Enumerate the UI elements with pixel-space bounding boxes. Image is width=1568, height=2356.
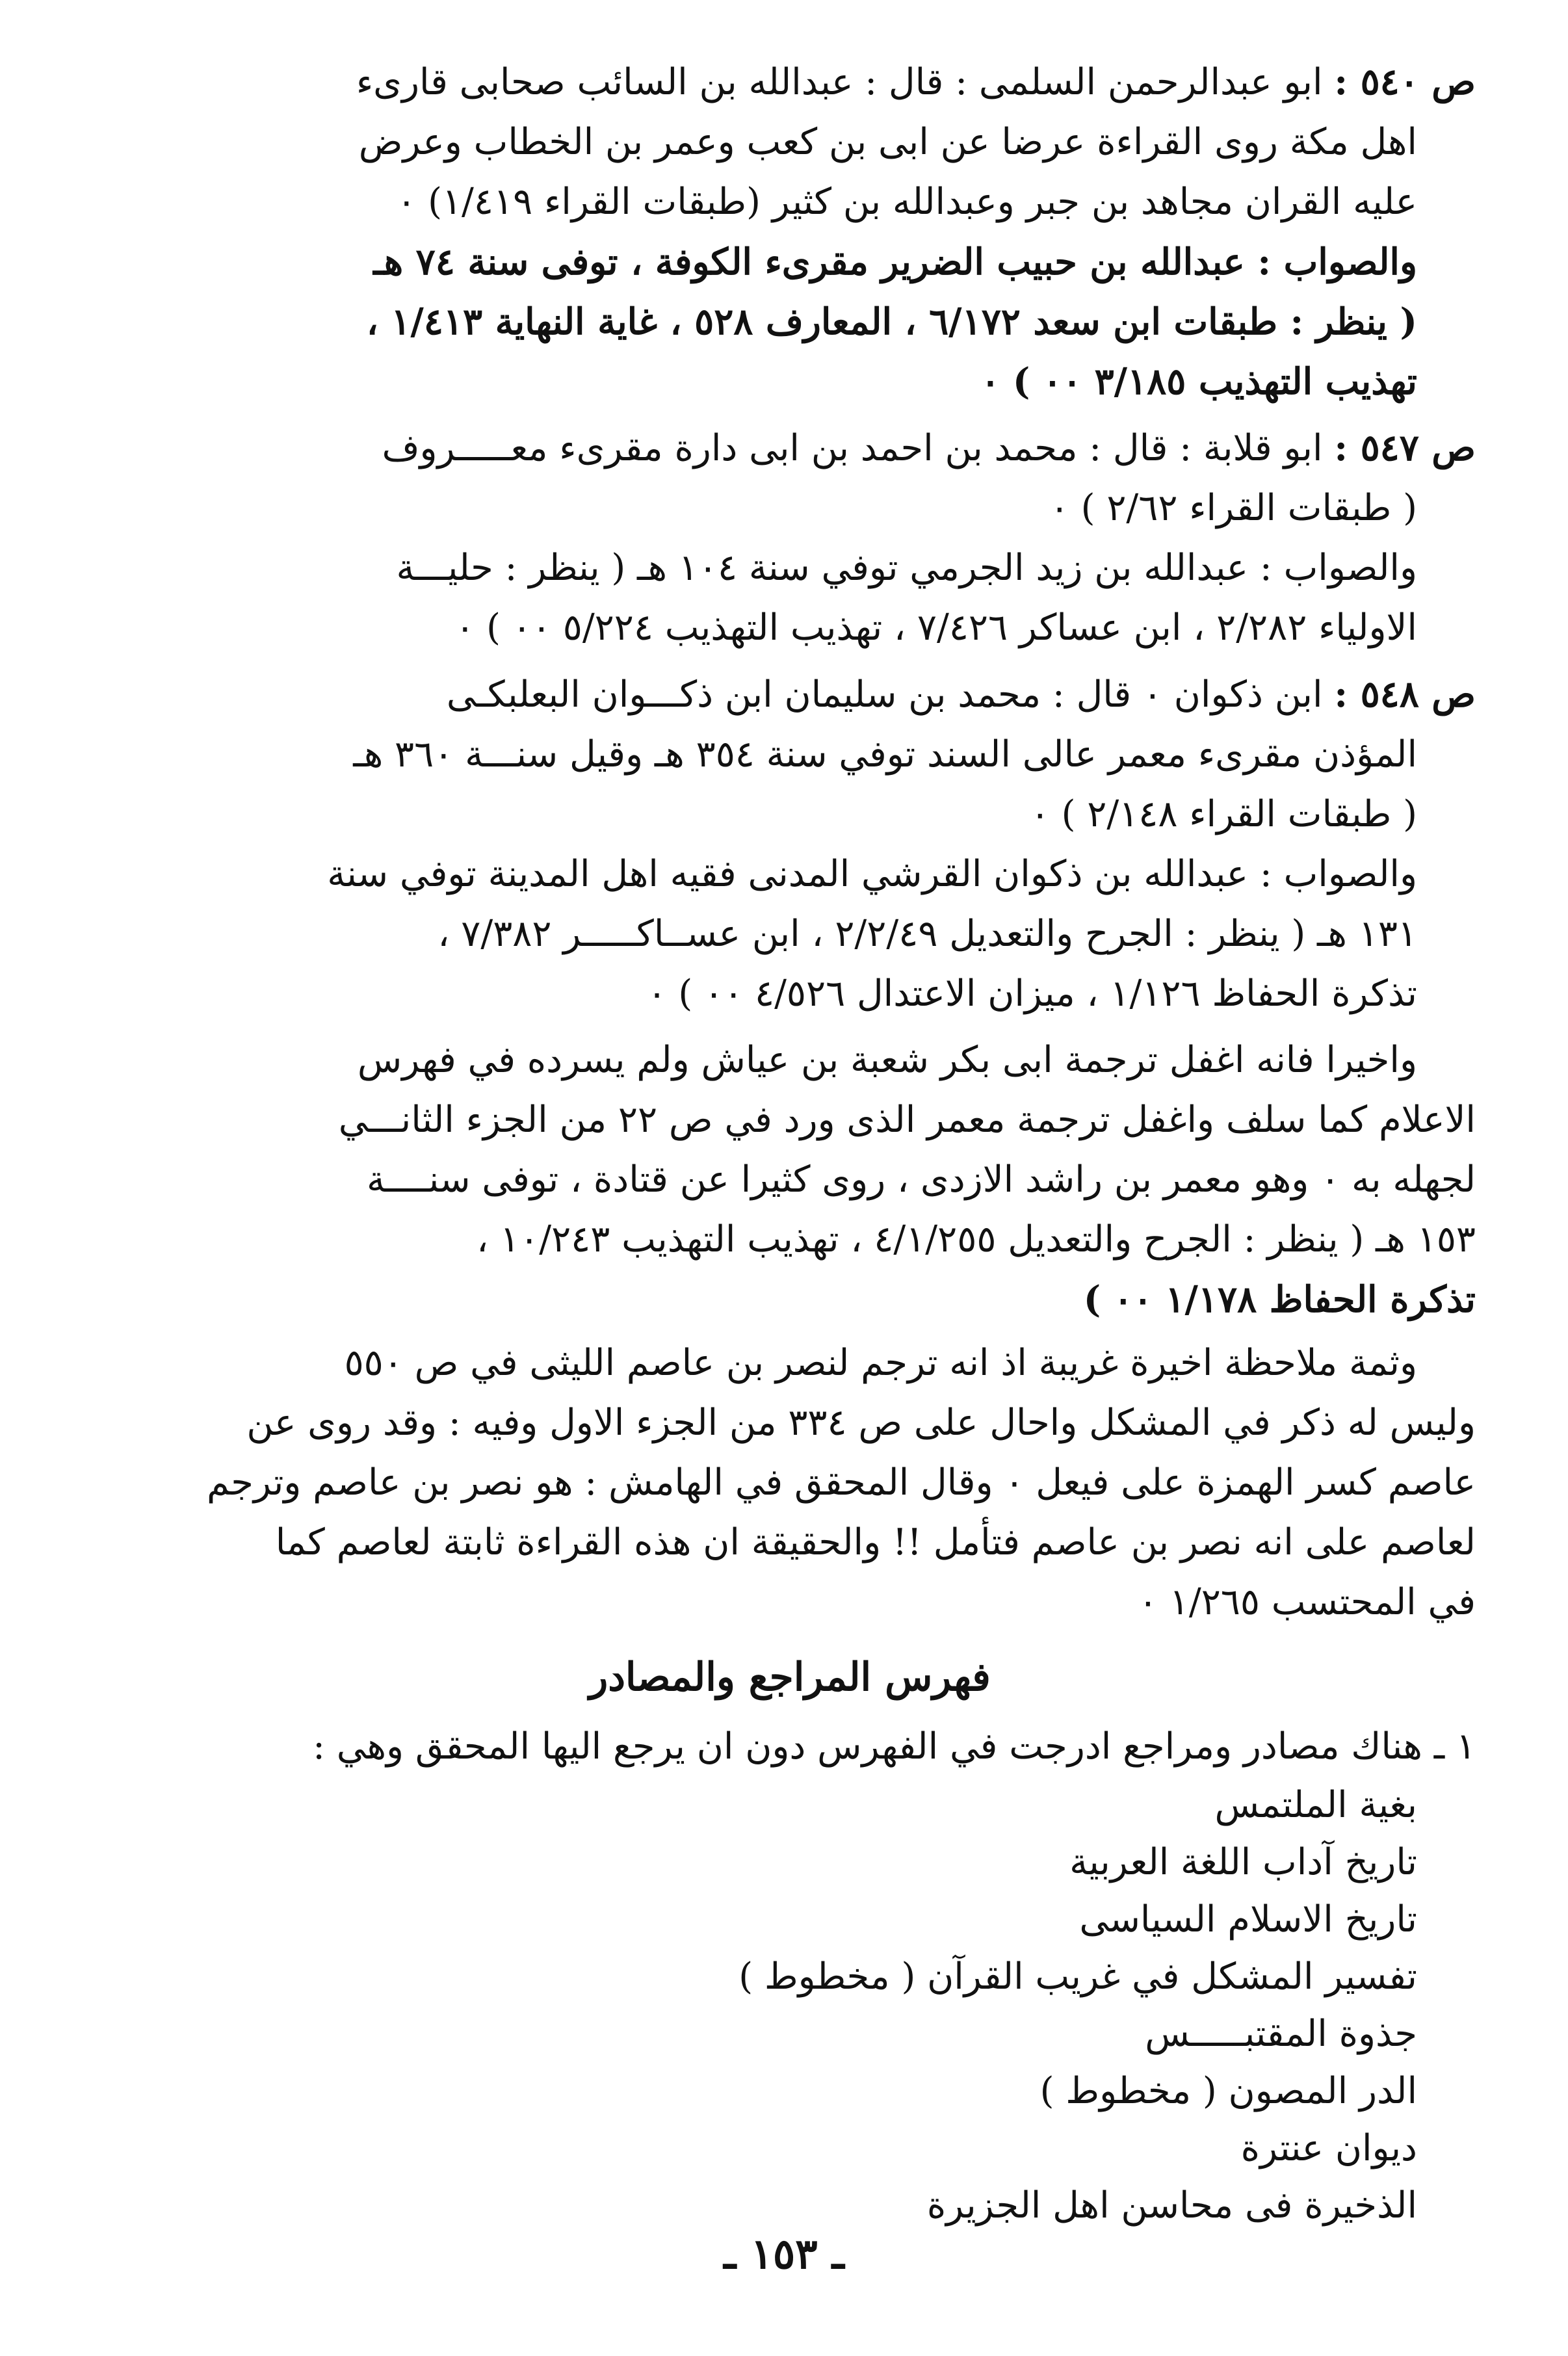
section-title: فهرس المراجع والمصادر [589,1655,991,1700]
entry-line: تهذيب التهذيب ٣/١٨٥ ٠٠ ) ٠ [980,360,1417,403]
entry-540 [104,52,1476,412]
section-intro: ١ ـ هناك مصادر ومراجع ادرجت في الفهرس دون ان يرجع اليها المحقق وهي : [313,1725,1476,1768]
entry-548 [104,664,1476,1024]
entry-heading-text: ابو عبدالرحمن السلمى : قال : عبدالله بن السائب صحابى قارىء [356,61,1323,103]
paragraph-line: وليس له ذكر في المشكل واحال على ص ٣٣٤ من الجزء الاول وفيه : وقد روى عن [246,1402,1476,1444]
references-list [104,1777,1476,2234]
entry-line: والصواب : عبدالله بن زيد الجرمي توفي سنة ١٠٤ هـ ( ينظر : حليـــة [396,547,1417,589]
paragraph-line: ١٥٣ هـ ( ينظر : الجرح والتعديل ٤/١/٢٥٥ ، تهذيب التهذيب ١٠/٢٤٣ ، [477,1218,1476,1261]
entry-reference: ص ٥٤٠ : [1334,60,1476,103]
paragraph-line: عاصم كسر الهمزة على فيعل ٠ وقال المحقق في الهامش : هو نصر بن عاصم وترجم [206,1461,1476,1504]
entry-reference: ص ٥٤٧ : [1334,426,1476,469]
list-item: ديوان عنترة [1240,2127,1417,2169]
list-item: تاريخ الاسلام السياسى [1079,1898,1417,1941]
entry-line: المؤذن مقرىء معمر عالى السند توفي سنة ٣٥٤ هـ وقيل سنـــة ٣٦٠ هـ [353,733,1417,776]
entry-line: ( طبقات القراء ٢/١٤٨ ) ٠ [1030,793,1417,835]
entry-line: ( ينظر : طبقات ابن سعد ٦/١٧٢ ، المعارف ٥٢٨ ، غاية النهاية ١/٤١٣ ، [366,300,1417,343]
paragraph-line: الاعلام كما سلف واغفل ترجمة معمر الذى ورد في ص ٢٢ من الجزء الثانـــي [338,1099,1476,1141]
entry-reference: ص ٥٤٨ : [1334,673,1476,716]
page-number: ـ ١٥٣ ـ [724,2230,844,2279]
entry-line: ١٣١ هـ ( ينظر : الجرح والتعديل ٢/٢/٤٩ ، ابن عســاكـــــر ٧/٣٨٢ ، [438,913,1417,955]
entry-line: والصواب : عبدالله بن حبيب الضرير مقرىء الكوفة ، توفى سنة ٧٤ هـ [373,241,1417,283]
entry-line: عليه القران مجاهد بن جبر وعبدالله بن كثير (طبقات القراء ١/٤١٩) ٠ [397,181,1417,223]
paragraph-line: في المحتسب ١/٢٦٥ ٠ [1138,1581,1476,1623]
document-page [104,52,1476,2234]
entry-heading-text: ابو قلابة : قال : محمد بن احمد بن ابى دارة مقرىء معـــــروف [382,427,1323,469]
entry-heading [104,664,1476,725]
list-item: الدر المصون ( مخطوط ) [1039,2070,1417,2112]
paragraph-line: لعاصم على انه نصر بن عاصم فتأمل !! والحقيقة ان هذه القراءة ثابتة لعاصم كما [275,1521,1476,1564]
paragraph-line: لجهله به ٠ وهو معمر بن راشد الازدى ، روى كثيرا عن قتادة ، توفى سنــــة [367,1158,1476,1201]
paragraph-line: واخيرا فانه اغفل ترجمة ابى بكر شعبة بن عياش ولم يسرده في فهرس [357,1039,1417,1081]
list-item: تفسير المشكل في غريب القرآن ( مخطوط ) [738,1956,1417,1998]
entry-547 [104,418,1476,658]
entry-heading-text: ابن ذكوان ٠ قال : محمد بن سليمان ابن ذكـــوان البعلبكـى [446,674,1323,716]
entry-heading [104,52,1476,112]
entry-line: اهل مكة روى القراءة عرضا عن ابى بن كعب وعمر بن الخطاب وعرض [358,121,1417,163]
paragraph-line: وثمة ملاحظة اخيرة غريبة اذ انه ترجم لنصر بن عاصم الليثى في ص ٥٥٠ [344,1342,1417,1384]
entry-heading [104,418,1476,478]
entry-line: والصواب : عبدالله بن ذكوان القرشي المدنى فقيه اهل المدينة توفي سنة [327,853,1417,895]
paragraph-omissions [104,1030,1476,1329]
entry-line: تذكرة الحفاظ ١/١٢٦ ، ميزان الاعتدال ٤/٥٢٦ ٠٠ ) ٠ [647,973,1417,1015]
paragraph-line: تذكرة الحفاظ ١/١٧٨ ٠٠ ) [1083,1278,1476,1321]
entry-line: ( طبقات القراء ٢/٦٢ ) ٠ [1049,487,1417,529]
list-item: الذخيرة فى محاسن اهل الجزيرة [926,2184,1417,2227]
paragraph-final-note [104,1333,1476,1632]
entry-line: الاولياء ٢/٢٨٢ ، ابن عساكر ٧/٤٢٦ ، تهذيب التهذيب ٥/٢٢٤ ٠٠ ) ٠ [455,607,1417,649]
list-item: جذوة المقتبـــــس [1145,2013,1417,2055]
list-item: تاريخ آداب اللغة العربية [1069,1841,1417,1883]
list-item: بغية الملتمس [1214,1784,1417,1826]
